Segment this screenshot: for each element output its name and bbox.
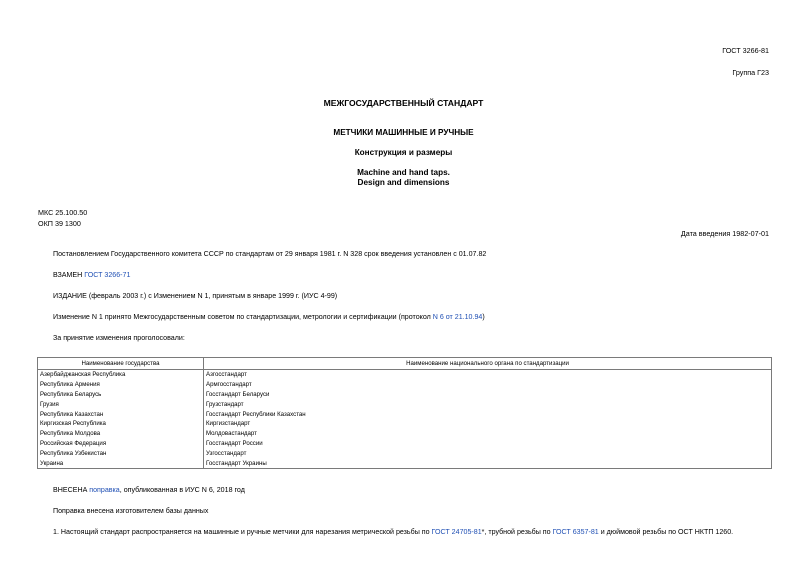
correction-suffix: , опубликованная в ИУС N 6, 2018 год bbox=[119, 486, 245, 494]
mks-code: МКС 25.100.50 bbox=[38, 208, 88, 217]
state-cell: Азербайджанская Республика bbox=[38, 370, 204, 380]
column-header-state: Наименование государства bbox=[38, 358, 204, 370]
table-row bbox=[38, 419, 772, 429]
document-subtitle: Конструкция и размеры bbox=[354, 148, 453, 157]
amendment-paragraph bbox=[53, 313, 485, 321]
table-row bbox=[38, 409, 772, 419]
state-cell: Республика Казахстан bbox=[38, 409, 204, 419]
edition-paragraph: ИЗДАНИЕ (февраль 2003 г.) с Изменением N 1, принятым в январе 1999 г. (ИУС 4-99) bbox=[53, 292, 338, 300]
body-cell: Узгосстандарт bbox=[204, 448, 772, 458]
replaces-paragraph bbox=[53, 271, 130, 279]
body-cell: Азгосстандарт bbox=[204, 370, 772, 380]
english-title-line1: Machine and hand taps. bbox=[357, 168, 450, 177]
clause-1-mid: *, трубной резьбы по bbox=[481, 528, 553, 536]
clause-1-prefix: 1. Настоящий стандарт распространяется на машинные и ручные метчики для нарезания метрической резьбы по bbox=[53, 528, 432, 536]
body-cell: Госстандарт Беларуси bbox=[204, 390, 772, 400]
table-row bbox=[38, 429, 772, 439]
clause-1 bbox=[53, 528, 733, 536]
body-cell: Госстандарт Республики Казахстан bbox=[204, 409, 772, 419]
body-cell: Госстандарт России bbox=[204, 439, 772, 449]
state-cell: Украина bbox=[38, 458, 204, 468]
clause-1-suffix: и дюймовой резьбы по ОСТ НКТП 1260. bbox=[598, 528, 734, 536]
replaces-prefix: ВЗАМЕН bbox=[53, 271, 85, 279]
table-row bbox=[38, 390, 772, 400]
state-cell: Грузия bbox=[38, 399, 204, 409]
state-cell: Республика Узбекистан bbox=[38, 448, 204, 458]
gost-6357-link[interactable]: ГОСТ 6357-81 bbox=[552, 528, 599, 536]
correction-link[interactable]: поправка bbox=[89, 486, 120, 494]
body-cell: Грузстандарт bbox=[204, 399, 772, 409]
column-header-body: Наименование национального органа по стандартизации bbox=[204, 358, 772, 370]
table-header-row bbox=[38, 358, 772, 370]
body-cell: Киргизстандарт bbox=[204, 419, 772, 429]
gost-24705-link[interactable]: ГОСТ 24705-81 bbox=[431, 528, 482, 536]
table-row bbox=[38, 439, 772, 449]
state-cell: Республика Армения bbox=[38, 380, 204, 390]
state-cell: Киргизская Республика bbox=[38, 419, 204, 429]
replaces-link[interactable]: ГОСТ 3266-71 bbox=[84, 271, 131, 279]
amendment-prefix: Изменение N 1 принято Межгосударственным советом по стандартизации, метрологии и сертификации (протокол bbox=[53, 313, 433, 321]
table-row bbox=[38, 458, 772, 468]
correction-prefix: ВНЕСЕНА bbox=[53, 486, 90, 494]
state-cell: Республика Беларусь bbox=[38, 390, 204, 400]
state-cell: Республика Молдова bbox=[38, 429, 204, 439]
gost-number: ГОСТ 3266-81 bbox=[722, 46, 769, 55]
interstate-heading: МЕЖГОСУДАРСТВЕННЫЙ СТАНДАРТ bbox=[323, 98, 484, 108]
english-title-line2: Design and dimensions bbox=[357, 178, 450, 187]
voting-states-table bbox=[37, 357, 772, 469]
group-label: Группа Г23 bbox=[732, 68, 769, 77]
okp-code: ОКП 39 1300 bbox=[38, 219, 81, 228]
protocol-link[interactable]: N 6 от 21.10.94 bbox=[432, 313, 483, 321]
document-title: МЕТЧИКИ МАШИННЫЕ И РУЧНЫЕ bbox=[333, 128, 474, 137]
body-cell: Молдовастандарт bbox=[204, 429, 772, 439]
table-row bbox=[38, 399, 772, 409]
resolution-paragraph: Постановлением Государственного комитета СССР по стандартам от 29 января 1981 г. N 328 срок введения установлен с 01.07.82 bbox=[53, 250, 487, 258]
intro-date: Дата введения 1982-07-01 bbox=[680, 229, 769, 238]
body-cell: Армгосстандарт bbox=[204, 380, 772, 390]
database-note: Поправка внесена изготовителем базы данных bbox=[53, 507, 209, 515]
correction-paragraph bbox=[53, 486, 245, 494]
state-cell: Российская Федерация bbox=[38, 439, 204, 449]
table-row bbox=[38, 380, 772, 390]
body-cell: Госстандарт Украины bbox=[204, 458, 772, 468]
table-row bbox=[38, 370, 772, 380]
voted-label: За принятие изменения проголосовали: bbox=[53, 334, 185, 342]
table-row bbox=[38, 448, 772, 458]
amendment-suffix: ) bbox=[482, 313, 485, 321]
